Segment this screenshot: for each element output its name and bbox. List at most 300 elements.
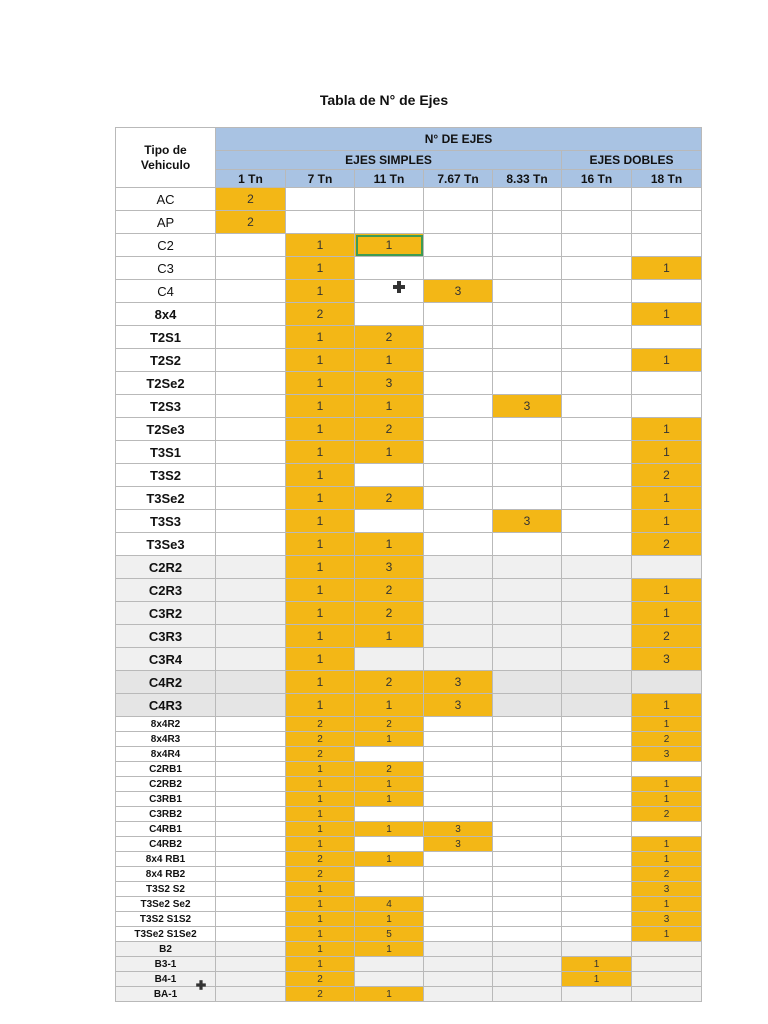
axle-count-cell[interactable]: 5 — [355, 927, 424, 942]
axle-count-cell[interactable] — [562, 792, 632, 807]
axle-count-cell[interactable] — [493, 942, 562, 957]
axle-count-cell[interactable] — [424, 326, 493, 349]
axle-count-cell[interactable] — [424, 234, 493, 257]
axle-count-cell[interactable]: 2 — [286, 747, 355, 762]
axle-count-cell[interactable]: 3 — [632, 882, 702, 897]
axle-count-cell[interactable] — [216, 717, 286, 732]
axle-count-cell[interactable] — [424, 188, 493, 211]
axle-count-cell[interactable] — [493, 777, 562, 792]
table-row — [116, 897, 702, 912]
axle-count-cell[interactable]: 2 — [355, 326, 424, 349]
axle-count-cell[interactable]: 1 — [286, 464, 355, 487]
axle-count-cell[interactable] — [632, 987, 702, 1002]
axle-count-cell[interactable] — [355, 972, 424, 987]
axle-count-cell[interactable] — [216, 372, 286, 395]
axle-count-cell[interactable]: 1 — [286, 234, 355, 257]
axle-count-cell[interactable]: 1 — [632, 579, 702, 602]
axle-count-cell[interactable]: 1 — [286, 671, 355, 694]
axle-count-cell[interactable]: 3 — [424, 280, 493, 303]
axle-count-cell[interactable]: 1 — [286, 897, 355, 912]
axle-count-cell[interactable] — [424, 257, 493, 280]
axle-count-cell[interactable] — [562, 837, 632, 852]
axle-count-cell[interactable] — [216, 602, 286, 625]
axle-count-cell[interactable] — [632, 762, 702, 777]
axle-count-cell[interactable] — [562, 912, 632, 927]
axle-count-cell[interactable]: 1 — [562, 957, 632, 972]
axle-count-cell[interactable]: 1 — [286, 927, 355, 942]
axle-count-cell[interactable] — [562, 234, 632, 257]
axle-count-cell[interactable] — [216, 487, 286, 510]
axle-count-cell[interactable] — [493, 747, 562, 762]
axle-count-cell[interactable] — [493, 852, 562, 867]
axle-count-cell[interactable]: 1 — [286, 957, 355, 972]
axle-count-cell[interactable] — [424, 957, 493, 972]
axle-count-cell[interactable] — [424, 349, 493, 372]
axle-count-cell[interactable]: 1 — [632, 694, 702, 717]
axle-count-cell[interactable]: 1 — [286, 807, 355, 822]
axle-count-cell[interactable] — [562, 882, 632, 897]
axle-count-cell[interactable] — [562, 762, 632, 777]
axle-count-cell[interactable] — [216, 326, 286, 349]
axle-count-cell[interactable] — [562, 510, 632, 533]
axle-count-cell[interactable]: 1 — [632, 349, 702, 372]
axle-count-cell[interactable]: 2 — [216, 188, 286, 211]
axle-count-cell[interactable]: 2 — [286, 867, 355, 882]
axle-count-cell[interactable] — [424, 927, 493, 942]
axle-count-cell[interactable] — [632, 957, 702, 972]
axle-count-cell[interactable] — [424, 303, 493, 326]
axle-count-cell[interactable] — [424, 717, 493, 732]
axle-count-cell[interactable]: 2 — [355, 671, 424, 694]
axle-count-cell[interactable] — [493, 897, 562, 912]
axle-count-cell[interactable] — [355, 257, 424, 280]
axle-count-cell[interactable] — [562, 694, 632, 717]
axle-count-cell[interactable] — [216, 303, 286, 326]
axle-count-cell[interactable] — [216, 280, 286, 303]
axle-count-cell[interactable]: 1 — [286, 441, 355, 464]
axle-count-cell[interactable]: 2 — [632, 533, 702, 556]
axle-count-cell[interactable] — [286, 188, 355, 211]
axle-count-cell[interactable]: 1 — [355, 777, 424, 792]
axle-count-cell[interactable] — [355, 211, 424, 234]
axle-count-cell[interactable] — [493, 792, 562, 807]
axle-count-cell[interactable] — [562, 897, 632, 912]
axle-count-cell[interactable] — [216, 349, 286, 372]
axle-count-cell[interactable] — [216, 648, 286, 671]
axle-count-cell[interactable] — [216, 942, 286, 957]
axle-count-cell[interactable] — [424, 418, 493, 441]
axle-count-cell[interactable]: 1 — [286, 837, 355, 852]
axle-count-cell[interactable] — [216, 912, 286, 927]
axle-count-cell[interactable]: 1 — [632, 927, 702, 942]
axle-count-cell[interactable] — [216, 234, 286, 257]
axle-count-cell[interactable] — [493, 418, 562, 441]
axle-count-cell[interactable] — [562, 927, 632, 942]
axle-count-cell[interactable] — [493, 912, 562, 927]
axle-count-cell[interactable] — [355, 807, 424, 822]
axle-count-cell[interactable] — [493, 211, 562, 234]
axle-count-cell[interactable]: 1 — [355, 349, 424, 372]
axle-count-cell[interactable] — [216, 762, 286, 777]
axle-count-cell[interactable] — [355, 867, 424, 882]
axle-count-cell[interactable]: 1 — [286, 372, 355, 395]
axle-count-cell[interactable]: 1 — [632, 852, 702, 867]
axle-count-cell[interactable]: 3 — [424, 694, 493, 717]
axle-count-cell[interactable] — [562, 602, 632, 625]
axle-count-cell[interactable] — [562, 395, 632, 418]
axle-count-cell[interactable] — [424, 807, 493, 822]
axle-count-cell[interactable] — [493, 487, 562, 510]
axle-count-cell[interactable] — [493, 837, 562, 852]
axle-count-cell[interactable]: 1 — [286, 280, 355, 303]
axle-count-cell[interactable] — [216, 867, 286, 882]
axle-count-cell[interactable] — [424, 882, 493, 897]
axle-count-cell[interactable] — [562, 211, 632, 234]
axle-count-cell[interactable]: 1 — [355, 987, 424, 1002]
axle-count-cell[interactable]: 1 — [286, 762, 355, 777]
axle-count-cell[interactable] — [424, 533, 493, 556]
axle-count-cell[interactable] — [562, 372, 632, 395]
axle-count-cell[interactable]: 1 — [286, 533, 355, 556]
axle-count-cell[interactable] — [632, 942, 702, 957]
axle-count-cell[interactable]: 1 — [632, 602, 702, 625]
axle-count-cell[interactable] — [424, 777, 493, 792]
axle-count-cell[interactable] — [562, 441, 632, 464]
axle-count-cell[interactable] — [493, 957, 562, 972]
axle-count-cell[interactable]: 3 — [632, 747, 702, 762]
axle-count-cell[interactable]: 2 — [216, 211, 286, 234]
axle-count-cell[interactable]: 1 — [286, 882, 355, 897]
axle-count-cell[interactable] — [216, 897, 286, 912]
axle-count-cell[interactable] — [493, 625, 562, 648]
axle-count-cell[interactable] — [562, 732, 632, 747]
axle-count-cell[interactable] — [216, 533, 286, 556]
axle-count-cell[interactable]: 2 — [286, 972, 355, 987]
axle-count-cell[interactable] — [355, 837, 424, 852]
axle-count-cell[interactable] — [424, 912, 493, 927]
axle-count-cell[interactable]: 1 — [286, 648, 355, 671]
axle-count-cell[interactable] — [424, 972, 493, 987]
axle-count-cell[interactable]: 1 — [286, 326, 355, 349]
axle-count-cell[interactable] — [216, 510, 286, 533]
axle-count-cell[interactable]: 2 — [286, 987, 355, 1002]
axle-count-cell[interactable]: 2 — [355, 418, 424, 441]
axle-count-cell[interactable] — [632, 211, 702, 234]
axle-count-cell[interactable] — [562, 867, 632, 882]
axle-count-cell[interactable] — [216, 732, 286, 747]
axle-count-cell[interactable] — [562, 487, 632, 510]
axle-count-cell[interactable] — [424, 942, 493, 957]
axle-count-cell[interactable]: 2 — [286, 303, 355, 326]
axle-count-cell[interactable] — [562, 852, 632, 867]
axle-count-cell[interactable]: 3 — [424, 671, 493, 694]
axle-count-cell[interactable]: 1 — [286, 257, 355, 280]
axle-count-cell[interactable] — [424, 897, 493, 912]
axle-count-cell[interactable] — [562, 418, 632, 441]
axle-count-cell[interactable] — [562, 464, 632, 487]
axle-count-cell[interactable] — [286, 211, 355, 234]
axle-count-cell[interactable] — [424, 762, 493, 777]
axle-count-cell[interactable]: 3 — [493, 395, 562, 418]
axle-count-cell[interactable] — [216, 747, 286, 762]
axle-count-cell[interactable]: 1 — [632, 777, 702, 792]
axle-count-cell[interactable] — [493, 927, 562, 942]
axle-count-cell[interactable]: 1 — [355, 533, 424, 556]
axle-count-cell[interactable] — [216, 957, 286, 972]
axle-count-cell[interactable]: 2 — [355, 487, 424, 510]
axle-count-cell[interactable]: 2 — [632, 807, 702, 822]
axle-count-cell[interactable] — [632, 188, 702, 211]
axle-count-cell[interactable]: 2 — [355, 602, 424, 625]
axle-count-cell[interactable]: 1 — [355, 852, 424, 867]
axle-count-cell[interactable]: 1 — [355, 732, 424, 747]
axle-count-cell[interactable] — [355, 510, 424, 533]
axle-count-cell[interactable] — [424, 852, 493, 867]
axle-count-cell[interactable] — [216, 777, 286, 792]
axle-count-cell[interactable] — [562, 303, 632, 326]
axle-count-cell[interactable]: 1 — [355, 625, 424, 648]
axle-count-cell[interactable] — [424, 987, 493, 1002]
axle-count-cell[interactable]: 1 — [632, 487, 702, 510]
axle-count-cell[interactable] — [355, 464, 424, 487]
axle-count-cell[interactable]: 1 — [355, 694, 424, 717]
axle-count-cell[interactable] — [632, 326, 702, 349]
axle-count-cell[interactable]: 1 — [286, 822, 355, 837]
axle-count-cell[interactable] — [216, 441, 286, 464]
axle-count-cell[interactable]: 2 — [632, 867, 702, 882]
axle-count-cell[interactable] — [424, 579, 493, 602]
axle-count-cell[interactable]: 3 — [493, 510, 562, 533]
axle-count-cell[interactable] — [216, 807, 286, 822]
axle-count-cell[interactable]: 1 — [355, 395, 424, 418]
axle-count-cell[interactable] — [493, 464, 562, 487]
axle-count-cell[interactable] — [493, 349, 562, 372]
axle-count-cell[interactable] — [424, 625, 493, 648]
axle-count-cell[interactable] — [424, 487, 493, 510]
axle-count-cell[interactable] — [562, 942, 632, 957]
axle-count-cell[interactable] — [562, 822, 632, 837]
axle-count-cell[interactable] — [493, 807, 562, 822]
axle-count-cell[interactable]: 1 — [286, 556, 355, 579]
axle-count-cell[interactable] — [216, 837, 286, 852]
axle-count-cell[interactable]: 1 — [286, 792, 355, 807]
axle-count-cell[interactable] — [216, 464, 286, 487]
axle-count-cell[interactable] — [493, 694, 562, 717]
axle-count-cell[interactable] — [632, 234, 702, 257]
axle-count-cell[interactable]: 1 — [632, 441, 702, 464]
axle-count-cell[interactable] — [493, 648, 562, 671]
axle-count-cell[interactable] — [493, 188, 562, 211]
axle-count-cell[interactable] — [632, 280, 702, 303]
axle-count-cell[interactable]: 3 — [424, 822, 493, 837]
axle-count-cell[interactable]: 1 — [632, 792, 702, 807]
axle-count-cell[interactable]: 2 — [355, 762, 424, 777]
axle-count-cell[interactable] — [562, 648, 632, 671]
axle-count-cell[interactable] — [562, 280, 632, 303]
axle-count-cell[interactable]: 2 — [632, 625, 702, 648]
axle-count-cell[interactable] — [493, 441, 562, 464]
axle-count-cell[interactable] — [493, 732, 562, 747]
vehicle-type-label: C3R4 — [116, 648, 216, 671]
axle-count-cell[interactable]: 3 — [424, 837, 493, 852]
axle-count-cell[interactable] — [493, 579, 562, 602]
axle-count-cell[interactable]: 1 — [562, 972, 632, 987]
axle-count-cell[interactable] — [493, 234, 562, 257]
axle-count-cell[interactable] — [562, 747, 632, 762]
axle-count-cell[interactable]: 2 — [286, 852, 355, 867]
axle-count-cell[interactable]: 1 — [286, 625, 355, 648]
axle-count-cell[interactable]: 1 — [632, 717, 702, 732]
axle-count-cell[interactable] — [355, 882, 424, 897]
axle-count-cell[interactable] — [216, 625, 286, 648]
axle-count-cell[interactable]: 1 — [286, 418, 355, 441]
axle-count-cell[interactable]: 1 — [355, 441, 424, 464]
axle-count-cell[interactable] — [216, 987, 286, 1002]
axle-count-cell[interactable]: 1 — [355, 942, 424, 957]
axle-count-cell[interactable] — [216, 556, 286, 579]
axle-count-cell[interactable]: 3 — [355, 372, 424, 395]
axle-count-cell[interactable]: 1 — [286, 602, 355, 625]
axle-count-cell[interactable] — [562, 625, 632, 648]
axle-count-cell[interactable] — [424, 648, 493, 671]
axle-count-cell[interactable] — [493, 882, 562, 897]
axle-count-cell[interactable] — [424, 747, 493, 762]
axle-count-cell[interactable] — [424, 556, 493, 579]
axle-count-cell[interactable] — [632, 822, 702, 837]
axle-count-cell[interactable] — [632, 671, 702, 694]
axle-count-cell[interactable] — [562, 987, 632, 1002]
axle-count-cell[interactable]: 2 — [286, 732, 355, 747]
axle-count-cell[interactable] — [493, 326, 562, 349]
axle-count-cell[interactable]: 1 — [286, 349, 355, 372]
axle-count-cell[interactable]: 1 — [632, 510, 702, 533]
axle-count-cell[interactable]: 3 — [355, 556, 424, 579]
axle-count-cell[interactable] — [493, 280, 562, 303]
axle-count-cell[interactable] — [424, 211, 493, 234]
axle-count-cell[interactable] — [493, 987, 562, 1002]
axle-count-cell[interactable]: 1 — [355, 234, 424, 257]
axle-count-cell[interactable] — [355, 280, 424, 303]
axle-count-cell[interactable]: 1 — [632, 257, 702, 280]
axle-count-cell[interactable]: 1 — [355, 792, 424, 807]
axle-count-cell[interactable]: 1 — [632, 303, 702, 326]
axle-count-cell[interactable]: 1 — [355, 912, 424, 927]
axle-count-cell[interactable] — [216, 579, 286, 602]
axle-count-cell[interactable] — [424, 395, 493, 418]
axle-count-cell[interactable] — [424, 602, 493, 625]
axle-count-cell[interactable] — [493, 867, 562, 882]
axle-count-cell[interactable] — [216, 792, 286, 807]
axle-count-cell[interactable] — [424, 732, 493, 747]
axle-count-cell[interactable] — [562, 257, 632, 280]
axle-count-cell[interactable] — [632, 372, 702, 395]
axle-count-cell[interactable] — [355, 957, 424, 972]
axle-count-cell[interactable] — [562, 777, 632, 792]
axle-count-cell[interactable]: 1 — [632, 418, 702, 441]
axle-count-cell[interactable]: 2 — [286, 717, 355, 732]
axle-count-cell[interactable] — [562, 349, 632, 372]
axle-count-cell[interactable]: 1 — [286, 777, 355, 792]
axle-count-cell[interactable] — [632, 972, 702, 987]
axle-count-cell[interactable] — [216, 927, 286, 942]
axle-count-cell[interactable] — [562, 533, 632, 556]
axle-count-cell[interactable]: 1 — [286, 487, 355, 510]
axle-count-cell[interactable]: 2 — [355, 717, 424, 732]
axle-count-cell[interactable] — [493, 671, 562, 694]
axle-count-cell[interactable]: 2 — [632, 732, 702, 747]
axle-count-cell[interactable]: 1 — [632, 897, 702, 912]
axle-count-cell[interactable] — [424, 510, 493, 533]
axle-count-cell[interactable] — [216, 972, 286, 987]
axle-count-cell[interactable] — [493, 602, 562, 625]
vehicle-type-label: C2RB2 — [116, 777, 216, 792]
axle-count-cell[interactable]: 2 — [355, 579, 424, 602]
axle-count-cell[interactable] — [562, 671, 632, 694]
column-header: 8.33 Tn — [493, 170, 562, 188]
axle-count-cell[interactable] — [216, 822, 286, 837]
axle-count-cell[interactable] — [355, 747, 424, 762]
axle-count-cell[interactable] — [424, 867, 493, 882]
axle-count-cell[interactable] — [355, 303, 424, 326]
axle-count-cell[interactable] — [493, 372, 562, 395]
axle-count-cell[interactable]: 1 — [286, 579, 355, 602]
axle-count-cell[interactable] — [562, 807, 632, 822]
axle-count-cell[interactable] — [216, 418, 286, 441]
axle-count-cell[interactable] — [424, 372, 493, 395]
axle-count-cell[interactable] — [216, 395, 286, 418]
vehicle-type-label: B4-1 — [116, 972, 216, 987]
axle-count-cell[interactable] — [493, 762, 562, 777]
axle-count-cell[interactable]: 1 — [286, 942, 355, 957]
axle-count-cell[interactable]: 2 — [632, 464, 702, 487]
axle-count-cell[interactable] — [562, 556, 632, 579]
axle-count-cell[interactable]: 1 — [286, 912, 355, 927]
axle-count-cell[interactable]: 1 — [286, 694, 355, 717]
axle-count-cell[interactable] — [562, 579, 632, 602]
axle-count-cell[interactable] — [216, 671, 286, 694]
axle-count-cell[interactable] — [493, 533, 562, 556]
axle-count-cell[interactable] — [493, 556, 562, 579]
axle-count-cell[interactable] — [562, 717, 632, 732]
axle-count-cell[interactable]: 1 — [632, 837, 702, 852]
axle-count-cell[interactable]: 4 — [355, 897, 424, 912]
axle-count-cell[interactable] — [355, 648, 424, 671]
table-row — [116, 792, 702, 807]
axle-count-cell[interactable]: 1 — [286, 395, 355, 418]
axle-count-cell[interactable]: 3 — [632, 648, 702, 671]
axle-count-cell[interactable]: 3 — [632, 912, 702, 927]
axle-count-cell[interactable]: 1 — [286, 510, 355, 533]
axle-count-cell[interactable] — [562, 188, 632, 211]
axle-count-cell[interactable] — [216, 882, 286, 897]
axle-count-cell[interactable] — [493, 717, 562, 732]
axle-count-cell[interactable] — [216, 852, 286, 867]
axle-count-cell[interactable] — [216, 257, 286, 280]
axle-count-cell[interactable] — [632, 395, 702, 418]
axle-count-cell[interactable] — [562, 326, 632, 349]
axle-count-cell[interactable] — [424, 792, 493, 807]
axle-count-cell[interactable] — [632, 556, 702, 579]
axle-count-cell[interactable] — [424, 441, 493, 464]
axle-count-cell[interactable] — [355, 188, 424, 211]
axle-count-cell[interactable] — [493, 822, 562, 837]
axle-count-cell[interactable] — [493, 972, 562, 987]
axle-count-cell[interactable] — [493, 303, 562, 326]
axle-count-cell[interactable] — [424, 464, 493, 487]
axle-count-cell[interactable] — [493, 257, 562, 280]
axle-count-cell[interactable]: 1 — [355, 822, 424, 837]
axle-count-cell[interactable] — [216, 694, 286, 717]
